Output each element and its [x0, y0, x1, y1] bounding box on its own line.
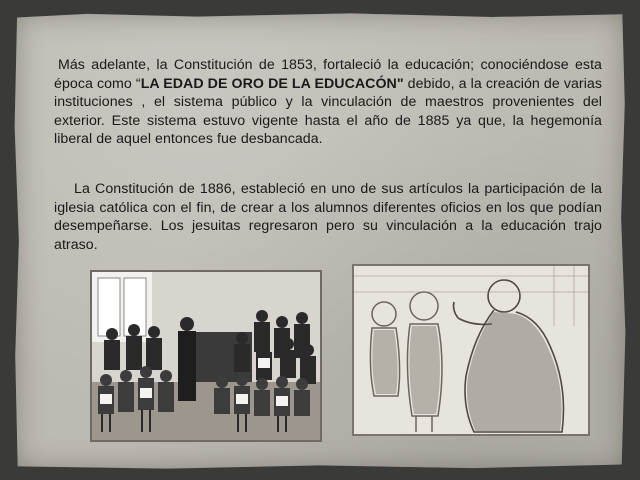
teacher-illustration [352, 264, 590, 436]
paragraph-1-highlight: LA EDAD DE ORO DE LA EDUCACÓN" [140, 75, 404, 92]
paragraph-1 [54, 56, 602, 149]
class-photo-image [92, 272, 320, 440]
paragraph-2 [54, 180, 602, 254]
class-photo [90, 270, 322, 442]
paragraph-1-text-b: debido, a la creación de varias instituciones , el sistema público y la vinculación de maestros provenientes del exterior. Este sistema estuvo vigente hasta el año de 1885 ya que, la hegemonía liberal de aquel entonces fue desbancada. [54, 75, 602, 147]
teacher-illustration-image [354, 266, 588, 434]
paragraph-2-text: La Constitución de 1886, estableció en uno de sus artículos la participación de la iglesia católica con el fin, de crear a los alumnos diferentes oficios en los que podían desempeñarse. Los jesuitas regresaron pero su vinculación a la educación trajo atraso. [54, 181, 602, 253]
paragraph-1-text-a: Más adelante, la Constitución de 1853, fortaleció la educación; conociéndose esta época como “ [54, 57, 602, 92]
